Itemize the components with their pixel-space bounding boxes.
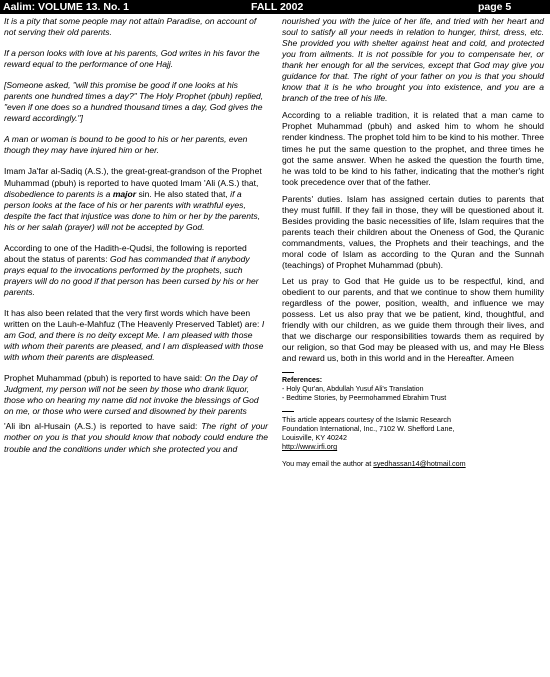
- issue-label: FALL 2002: [251, 1, 304, 13]
- text: 'Ali ibn al-Husain (A.S.) is reported to have said:: [4, 421, 198, 432]
- paragraph: According to a reliable tradition, it is related that a man came to Prophet Muhammad (pbuh) and asked him to whom he should render kindness. The prophet told him to be kind to his mother. Three times he put the same question to the prophet, and three times he got the same answer. When he asked the question the fourth time, he was told to be kind to his father, indicating that the mother's right took precedence over that of the father.: [282, 110, 544, 187]
- text: According to one of the Hadith-e-Qudsi, the following is reported about the status of parents:: [4, 242, 247, 264]
- reference-item: - Holy Qur'an, Abdullah Yusuf Ali's Translation: [282, 386, 424, 394]
- text: sin. He also stated that,: [138, 188, 228, 199]
- paragraph: [4, 421, 268, 454]
- text: It has also been related that the very first words which have been written on the Lauh-e-Mahfuz (The Heavenly Preserved Tablet) are:: [4, 307, 260, 330]
- right-column: [282, 16, 544, 468]
- paragraph: It is a pity that some people may not attain Paradise, on account of not serving their old parents.: [4, 16, 257, 38]
- quote: if a person looks at the face of his or her parents with wrathful eyes, despite the fact that injustice was done to him or her by the parents, his or her salah (prayer) will not be accepted by God.: [4, 188, 261, 232]
- text: Prophet Muhammad (pbuh) is reported to have said:: [4, 373, 203, 384]
- paragraph: [4, 373, 268, 417]
- courtesy-line: Foundation International, Inc., 7102 W. Shefford Lane,: [282, 424, 455, 434]
- website-link[interactable]: http://www.irfi.org: [282, 442, 338, 452]
- emphasis: major: [112, 188, 137, 199]
- paragraph: [Someone asked, "will this promise be good if one looks at his parents one hundred times a day?" The Holy Prophet (pbuh) replied, "even if one does so a hundred thousand times a day, God gives the reward accordingly."]: [4, 80, 264, 124]
- paragraph: [4, 243, 268, 298]
- quote: I am God, and there is no deity except Me. I am pleased with those with whom their parents are pleased, and I am displeased with those with whom their parents are displeased.: [4, 319, 265, 363]
- paragraph: If a person looks with love at his parents, God writes in his favor the reward equal to the performance of one Hajj.: [4, 48, 260, 70]
- courtesy-line: Louisville, KY 40242: [282, 433, 347, 443]
- journal-title: Aalim: VOLUME 13. No. 1: [3, 1, 130, 13]
- reference-item: - Bedtime Stories, by Peermohammed Ebrahim Trust: [282, 395, 447, 403]
- paragraph: Parents' duties. Islam has assigned certain duties to parents that they must fulfill. If they fail in those, they will be questioned about it. Besides providing the basic necessities of life, Islam requires that the parents teach their children about the Oneness of God, the Quranic commandments, values, the Prophets and their teachings, and the moral code of Islam as according to the Quran and the Sunnah (teachings) of Prophet Muhammad (pbuh).: [282, 193, 544, 270]
- courtesy-line: This article appears courtesy of the Islamic Research: [282, 415, 451, 425]
- paragraph: Let us pray to God that He guide us to be respectful, kind, and obedient to our parents, and that we continue to show them humility regardless of the power, position, wealth, and influence we may possess. Let us also pray that we be patient, kind, thoughtful, and friendly with our children, as we guide them through their lives, and that we discharge our responsibilities towards them as required by our religion, so that God may be pleased with us, and may He Bless and reward us, both in this world and in the Hereafter. Ameen: [282, 276, 544, 364]
- contact-text: You may email the author at: [282, 459, 372, 469]
- paragraph: A man or woman is bound to be good to his or her parents, even though they may have injured him or her.: [4, 134, 248, 156]
- left-column: [4, 16, 268, 465]
- paragraph: [4, 308, 268, 363]
- quote: disobedience to parents is a: [4, 188, 111, 199]
- text: Imam Ja'far al-Sadiq (A.S.), the great-great-grandson of the Prophet Muhammad (pbuh) is reported to have quoted Imam 'Ali (A.S.) that,: [4, 166, 262, 188]
- page-number: page 5: [478, 1, 512, 13]
- references-heading: References:: [282, 377, 323, 385]
- email-link[interactable]: syedhassan14@hotmail.com: [373, 459, 466, 469]
- author-contact: [282, 459, 544, 468]
- references: [282, 376, 544, 403]
- quote: God has commanded that if anybody prays equal to the invocations performed by the prophets, such prayers will do no good if that person has been cursed by his or her parents.: [4, 253, 259, 297]
- quote: The right of your mother on you is that you should know that nobody could endure the trouble and the conditions under which she protected you and: [4, 421, 268, 454]
- divider: [282, 411, 294, 412]
- quote: On the Day of Judgment, my person will not be seen by those who drank liquor, those who on hearing my name did not invoke the blessings of God on me, or those who were cursed and disowned by their parents: [4, 373, 259, 417]
- page-header: [0, 0, 550, 14]
- paragraph: [4, 166, 268, 232]
- courtesy-note: [282, 415, 544, 451]
- paragraph: nourished you with the juice of her life, and tried with her heart and soul to satisfy all your needs in relation to hunger, thirst, dress, etc. She provided you with shelter against heat and cold, and protected you from ailments. It is not possible for you to compensate her, or thank her enough for all the services, except that God may give you guidance for that. The right of your father on you is that you should know that it is he who brought you into existence, and you are a branch of the tree of his life.: [282, 16, 544, 104]
- divider: [282, 372, 294, 373]
